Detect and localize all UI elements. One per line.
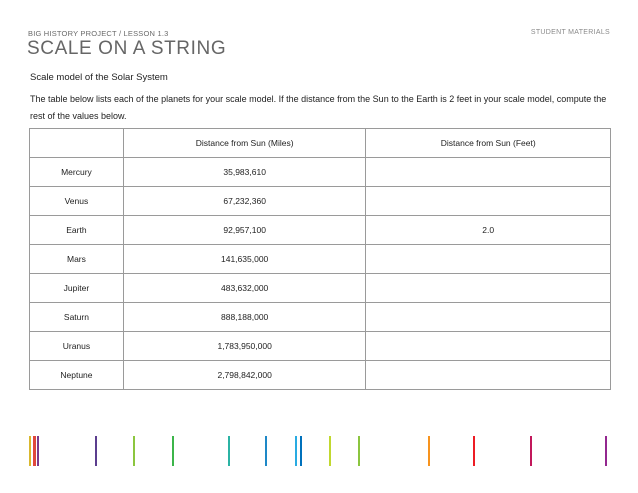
table-row — [30, 332, 611, 361]
distance-miles: 888,188,000 — [123, 303, 366, 332]
color-bar — [37, 436, 39, 466]
color-bar — [265, 436, 267, 466]
intro-paragraph: The table below lists each of the planets for your scale model. If the distance from the Sun to the Earth is 2 feet in your scale model, compute the rest of the values below. — [30, 94, 607, 121]
page-title: SCALE ON A STRING — [27, 38, 227, 59]
color-bar — [133, 436, 135, 466]
distance-miles: 141,635,000 — [123, 245, 366, 274]
color-bar — [295, 436, 297, 466]
table-header-row — [30, 129, 611, 158]
color-bar — [29, 436, 31, 466]
planet-name: Uranus — [30, 332, 124, 361]
color-bar — [228, 436, 230, 466]
distance-feet[interactable] — [366, 274, 611, 303]
header-miles: Distance from Sun (Miles) — [123, 129, 366, 158]
header-feet: Distance from Sun (Feet) — [366, 129, 611, 158]
color-bar — [428, 436, 430, 466]
project-label: BIG HISTORY PROJECT / LESSON 1.3 — [28, 29, 169, 38]
planet-name: Mercury — [30, 158, 124, 187]
color-bar — [33, 436, 36, 466]
table-row — [30, 274, 611, 303]
distance-miles: 92,957,100 — [123, 216, 366, 245]
distance-miles: 2,798,842,000 — [123, 361, 366, 390]
planet-name: Neptune — [30, 361, 124, 390]
distance-miles: 67,232,360 — [123, 187, 366, 216]
distance-feet[interactable] — [366, 187, 611, 216]
table-row — [30, 187, 611, 216]
color-bar — [329, 436, 331, 466]
distance-feet[interactable]: 2.0 — [366, 216, 611, 245]
color-bar — [530, 436, 532, 466]
distance-miles: 1,783,950,000 — [123, 332, 366, 361]
planet-name: Jupiter — [30, 274, 124, 303]
header-planet — [30, 129, 124, 158]
distance-miles: 483,632,000 — [123, 274, 366, 303]
table-row — [30, 158, 611, 187]
footer-color-bars — [0, 436, 638, 466]
color-bar — [172, 436, 174, 466]
materials-label: STUDENT MATERIALS — [530, 29, 610, 36]
planet-name: Earth — [30, 216, 124, 245]
color-bar — [358, 436, 360, 466]
distance-feet[interactable] — [366, 361, 611, 390]
color-bar — [473, 436, 475, 466]
table-row — [30, 303, 611, 332]
table-row — [30, 216, 611, 245]
planet-distance-table — [29, 128, 611, 390]
planet-name: Venus — [30, 187, 124, 216]
distance-feet[interactable] — [366, 245, 611, 274]
section-title: Scale model of the Solar System — [30, 72, 168, 83]
distance-feet[interactable] — [366, 303, 611, 332]
color-bar — [95, 436, 97, 466]
table-row — [30, 361, 611, 390]
distance-feet[interactable] — [366, 332, 611, 361]
distance-miles: 35,983,610 — [123, 158, 366, 187]
planet-name: Mars — [30, 245, 124, 274]
distance-feet[interactable] — [366, 158, 611, 187]
table-row — [30, 245, 611, 274]
color-bar — [605, 436, 607, 466]
color-bar — [300, 436, 302, 466]
planet-name: Saturn — [30, 303, 124, 332]
